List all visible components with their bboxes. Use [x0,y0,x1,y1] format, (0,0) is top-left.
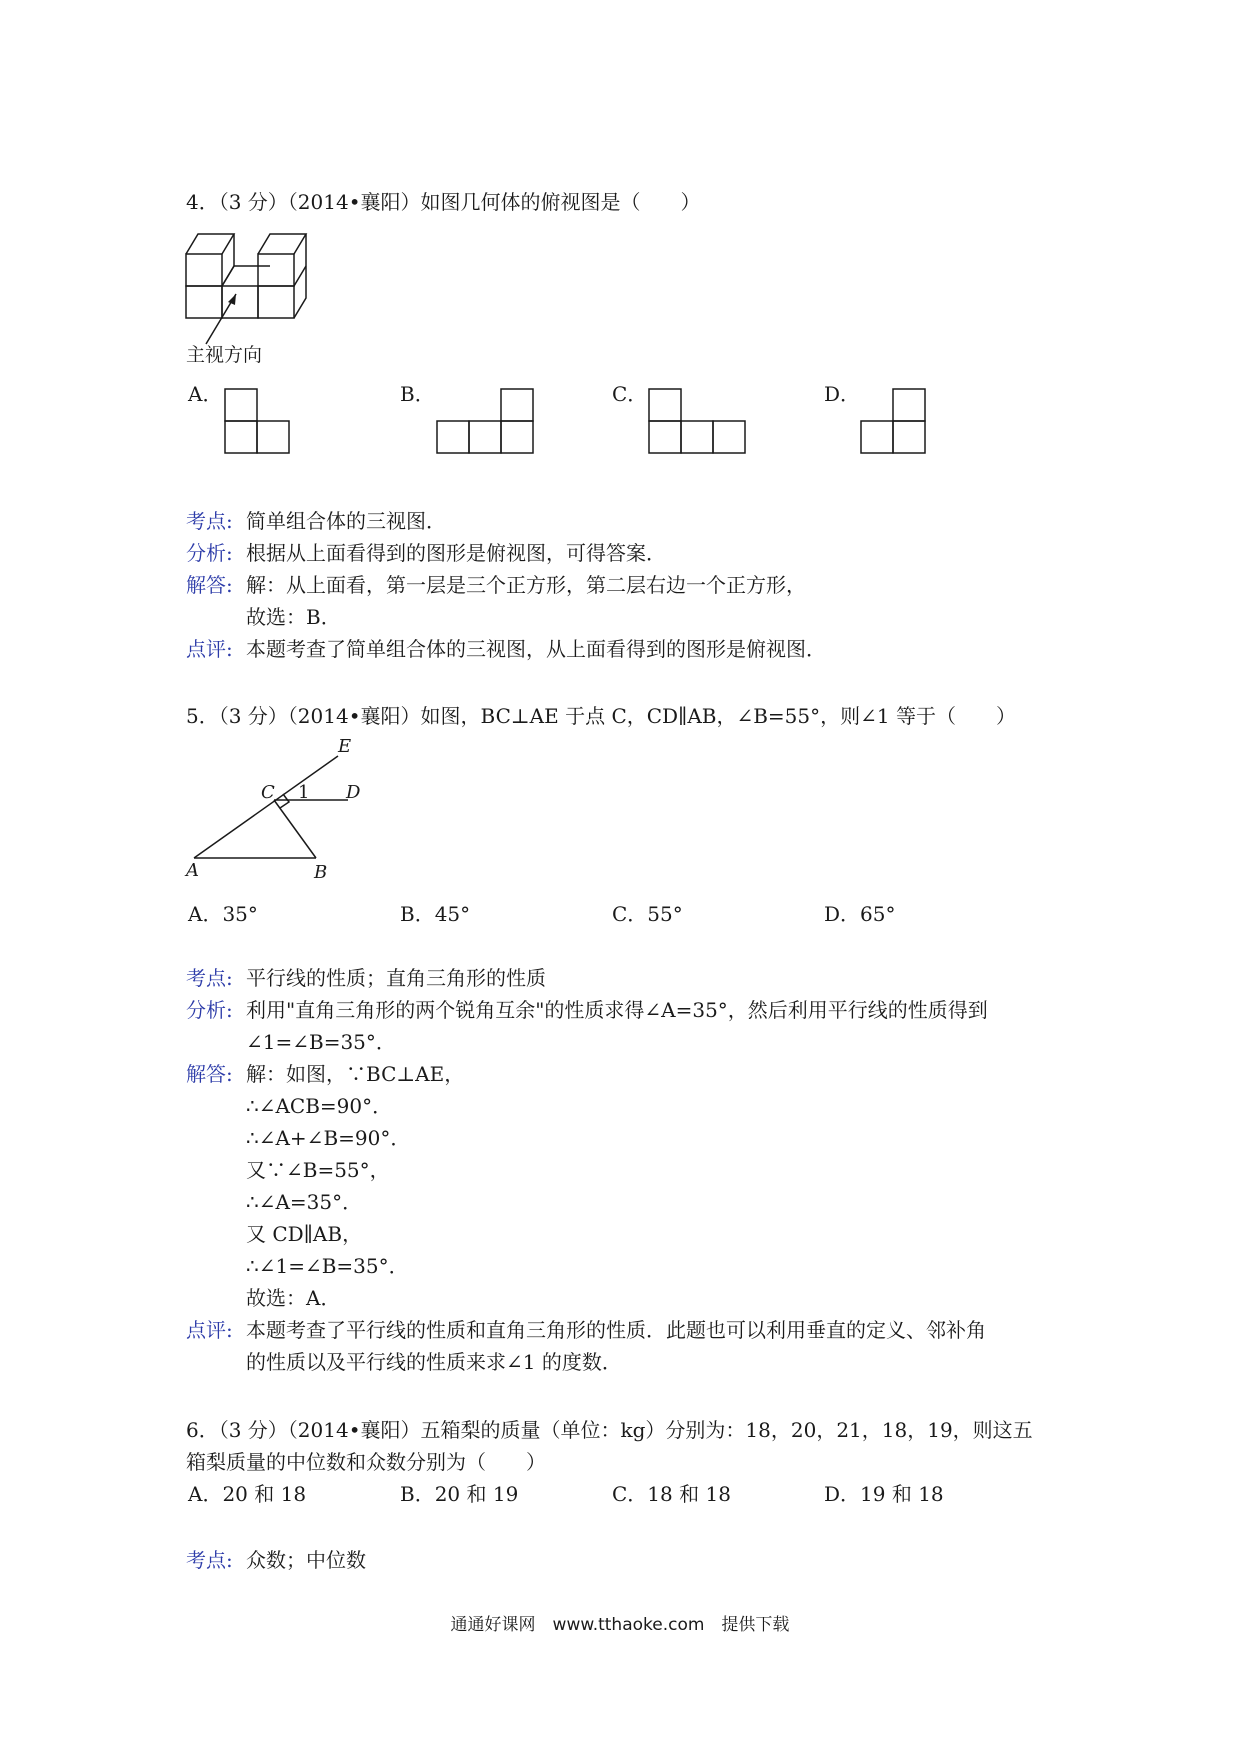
q4-option-b-figure [436,388,536,454]
q6-kaodian-label: 考点: [186,1548,233,1572]
q6-kaodian-text: 众数；中位数 [246,1548,366,1572]
q6-option-d: D．19 和 18 [824,1482,944,1506]
q4-option-a: A． [188,382,223,406]
q4-kaodian-text: 简单组合体的三视图． [246,509,446,533]
q4-jieda-line-1: 解：从上面看，第一层是三个正方形，第二层右边一个正方形， [246,573,806,597]
q4-option-d-figure [860,388,930,454]
q5-fenxi-line-2: ∠1=∠B=35°． [246,1030,396,1054]
q5-dianping-line-1: 本题考查了平行线的性质和直角三角形的性质．此题也可以利用垂直的定义、邻补角 [246,1318,986,1342]
q5-stem: 5．（3 分）（2014•襄阳）如图，BC⊥AE 于点 C，CD∥AB，∠B=55°，则∠1 等于（ ） [186,704,1016,728]
q5-jieda-line-5: ∴∠A=35°． [246,1190,363,1214]
q6-stem-line-2: 箱梨质量的中位数和众数分别为（ ） [186,1450,546,1474]
q5-fenxi-line-1: 利用"直角三角形的两个锐角互余"的性质求得∠A=35°，然后利用平行线的性质得到 [246,998,988,1022]
q5-jieda-line-7: ∴∠1=∠B=35°． [246,1254,409,1278]
q5-kaodian-label: 考点: [186,966,233,990]
q4-solid-figure [186,224,326,324]
q4-view-direction-caption: 主视方向 [186,344,263,366]
q4-option-b: B． [400,382,435,406]
q5-option-a: A．35° [188,902,258,926]
q5-dianping-label: 点评: [186,1318,233,1342]
q5-option-c: C．55° [612,902,683,926]
q5-dianping-line-2: 的性质以及平行线的性质来求∠1 的度数． [246,1350,622,1374]
page-footer: 通通好课网 www.tthaoke.com 提供下载 [450,1615,790,1635]
q5-geometry-figure [186,736,376,883]
q4-jieda-label: 解答: [186,573,233,597]
q4-fenxi-label: 分析: [186,541,233,565]
q5-jieda-line-1: 解：如图，∵BC⊥AE， [246,1062,465,1086]
q4-option-c-figure [648,388,748,454]
q4-option-a-figure [224,388,294,454]
q4-dianping-label: 点评: [186,637,233,661]
label-angle-1: 1 [298,782,310,803]
q6-option-b: B．20 和 19 [400,1482,519,1506]
q4-stem: 4．（3 分）（2014•襄阳）如图几何体的俯视图是（ ） [186,190,701,214]
q5-jieda-line-8: 故选：A． [246,1286,341,1310]
q4-option-d: D． [824,382,861,406]
q5-kaodian-text: 平行线的性质；直角三角形的性质 [246,966,546,990]
label-d: D [346,782,361,803]
q5-jieda-line-2: ∴∠ACB=90°． [246,1094,393,1118]
q6-option-a: A．20 和 18 [188,1482,307,1506]
q5-option-d: D．65° [824,902,896,926]
q4-kaodian-label: 考点: [186,509,233,533]
q4-jieda-line-2: 故选：B． [246,605,341,629]
q4-dianping-text: 本题考查了简单组合体的三视图，从上面看得到的图形是俯视图． [246,637,826,661]
q4-option-c: C． [612,382,648,406]
q5-jieda-line-4: 又∵∠B=55°， [246,1158,390,1182]
q6-option-c: C．18 和 18 [612,1482,731,1506]
q5-option-b: B．45° [400,902,471,926]
q5-jieda-label: 解答: [186,1062,233,1086]
label-c: C [261,782,275,803]
q5-jieda-line-6: 又 CD∥AB， [246,1222,363,1246]
q6-stem-line-1: 6．（3 分）（2014•襄阳）五箱梨的质量（单位：kg）分别为：18，20，21，18，19，则这五 [186,1418,1033,1442]
label-a: A [186,860,199,881]
q4-fenxi-text: 根据从上面看得到的图形是俯视图，可得答案． [246,541,666,565]
label-b: B [314,862,328,883]
q5-jieda-line-3: ∴∠A+∠B=90°． [246,1126,411,1150]
q5-fenxi-label: 分析: [186,998,233,1022]
label-e: E [338,736,352,757]
